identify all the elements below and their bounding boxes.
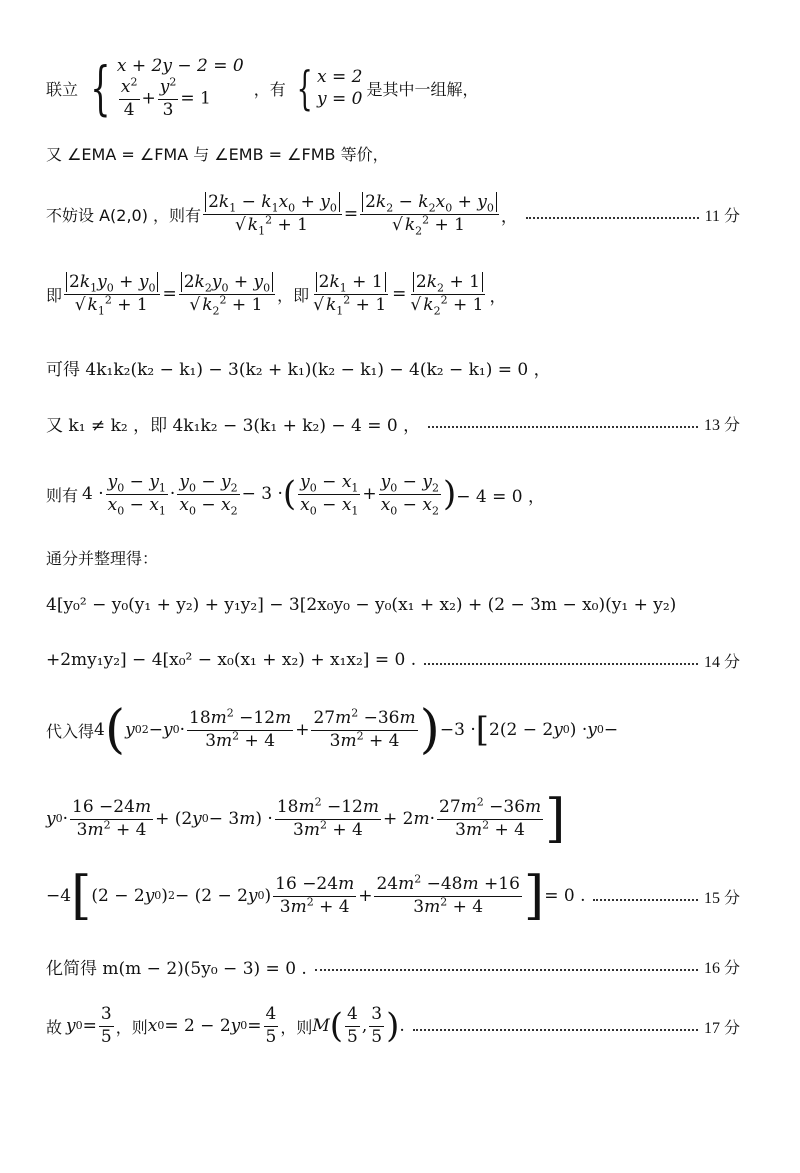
line-9 — [46, 590, 740, 620]
text-zeyou: 则有 — [46, 485, 79, 505]
line-15 — [46, 998, 740, 1054]
line-2 — [46, 140, 740, 166]
text-ze-2: ，则 — [280, 1017, 313, 1037]
text-assume: 不妨设 A(2,0) ，则有 — [46, 205, 202, 225]
sol-x: x = 2 — [317, 67, 363, 87]
score-11: 11 分 — [704, 207, 740, 225]
text-tongfen: 通分并整理得： — [46, 548, 159, 568]
dot-leader — [424, 663, 698, 665]
equation-system: { x + 2y − 2 = 0 $\frac{x^2}{4}$ + $\frac{y^2}{3}$ = 1 — [90, 54, 244, 122]
line-8 — [46, 544, 740, 570]
score-15: 15 分 — [703, 889, 740, 907]
text-expanded-1: 4[y₀² − y₀(y₁ + y₂) + y₁y₂] − 3[2x₀y₀ − y₀(x₁ + x₂) + (2 − 3m − x₀)(y₁ + y₂) — [46, 595, 677, 615]
sol-y: y = 0 — [317, 89, 363, 109]
score-13: 13 分 — [703, 416, 740, 434]
line-13 — [46, 864, 740, 928]
score-17: 17 分 — [703, 1019, 740, 1037]
dot-leader — [593, 899, 698, 901]
dot-leader — [526, 217, 699, 219]
dot-leader — [413, 1029, 698, 1031]
score-14: 14 分 — [703, 653, 740, 671]
line-12 — [46, 788, 740, 850]
slope-equation: 4 · $\frac{y_0 - y_1}{x_0 - x_1}$ · $\frac{y_0 - y_2}{x_0 - x_2}$ − 3 · ( $\frac{y_0 - x_1}{x_0 - x_1}$ + $\frac{y_0 - y_2}{x_0 - x_2}$ ) − 4 = 0 ， — [82, 471, 545, 517]
distance-equation: $\frac{2k_1 - k_1x_0 + y_0}{√ k_1^2 + 1}$ = $\frac{2k_2 - k_2x_0 + y_0}{√ k_2^2 + 1}$ ， — [201, 193, 518, 235]
line-1 — [46, 42, 740, 134]
text-ji-2: ，即 — [277, 285, 310, 305]
line-10 — [46, 645, 740, 675]
eq-line: x + 2y − 2 = 0 — [116, 55, 244, 76]
substitution-part-2: y 0 · $\frac{16 -24m}{3m^2 + 4}$ + (2 y 0 − 3 m ) · $\frac{18m^2 -12m}{3m^2 + 4}$ + 2 m · $\frac{27m^2 -36m}{3m^2 + 4}$ ] — [46, 789, 566, 849]
text-simplify: 化简得 m(m − 2)(5y₀ − 3) = 0 . — [46, 958, 307, 979]
text-solution-note: 是其中一组解， — [366, 79, 479, 99]
text-k-condition: 又 k₁ ≠ k₂ ，即 4k₁k₂ − 3(k₁ + k₂) − 4 = 0 ， — [46, 415, 421, 436]
line-7 — [46, 466, 740, 522]
text-gu: 故 — [46, 1017, 63, 1037]
text-expand: 可得 4k₁k₂(k₂ − k₁) − 3(k₂ + k₁)(k₂ − k₁) − 4(k₂ − k₁) = 0 ， — [46, 359, 551, 380]
solution-system: { x = 2 y = 0 — [296, 61, 363, 115]
text-ze-1: ，则 — [115, 1017, 148, 1037]
text-angle-equiv: 又 ∠EMA = ∠FMA 与 ∠EMB = ∠FMB 等价， — [46, 144, 389, 164]
score-16: 16 分 — [703, 959, 740, 977]
dot-leader — [428, 426, 698, 428]
line-5 — [46, 354, 740, 380]
substitution-part-1: 4 ( y 0 2 − y 0 · $\frac{18m^2 -12m}{3m^2 + 4}$ + $\frac{27m^2 -36m}{3m^2 + 4}$ ) −3 · [ 2(2 − 2 y 0 ) · y 0 − — [94, 700, 619, 760]
line-14 — [46, 952, 740, 980]
dot-leader — [315, 969, 698, 971]
line-11 — [46, 700, 740, 760]
text-lianli: 联立 — [46, 79, 79, 99]
text-ji: 即 — [46, 285, 63, 305]
line-4: 即 $\frac{2k_1y_0 + y_0}{√ k_1^2 + 1}$ = $\frac{2k_2y_0 + y_0}{√ k_2^2 + 1}$ ，即 $\frac{2k_1 + 1}{√ k_1^2 + 1}$ = $\frac{2k_2 + 1}{√ k_2^2 + 1}$ ， — [46, 271, 507, 317]
text-expanded-2: +2my₁y₂] − 4[x₀² − x₀(x₁ + x₂) + x₁x₂] = 0 . — [46, 650, 417, 670]
line-3 — [46, 186, 740, 242]
text-you: ，有 — [253, 79, 286, 99]
eq-ellipse: $\frac{x^2}{4}$ + $\frac{y^2}{3}$ = 1 — [120, 75, 211, 120]
text-dairu: 代入得 — [46, 721, 95, 741]
line-6 — [46, 410, 740, 436]
substitution-part-3: −4 [ (2 − 2 y 0 ) 2 − (2 − 2 y 0 ) $\frac{16 -24m}{3m^2 + 4}$ + $\frac{24m^2 -48m +16}{3m^2 + 4}$ ] = 0 . — [46, 866, 586, 926]
final-result: y 0 = $\frac{3}{5}$ ，则 x 0 = 2 − 2 y 0 = $\frac{4}{5}$ ，则 M ( $\frac{4}{5}$ , $\frac{3}{5}$ ) . — [66, 1003, 405, 1047]
